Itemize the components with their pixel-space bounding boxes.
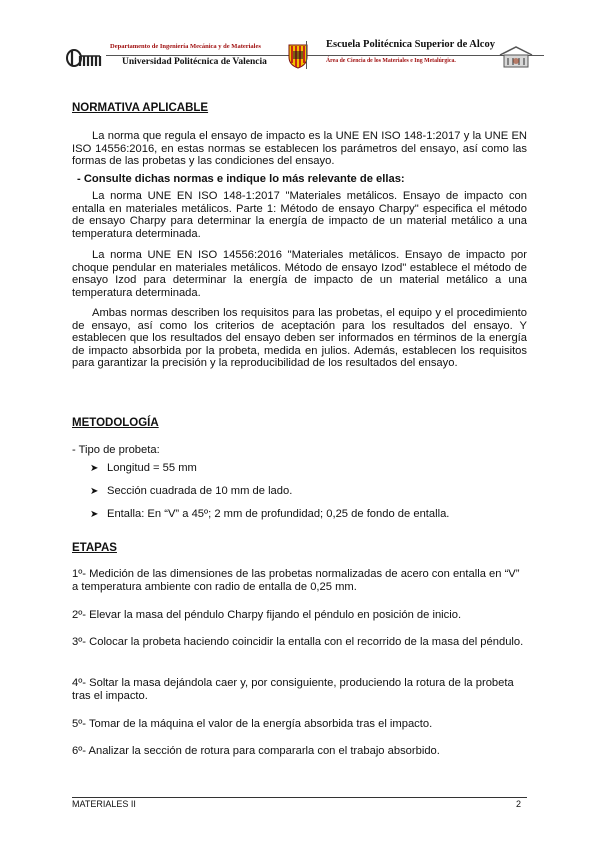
arrow-bullet-icon: ➤ — [90, 509, 99, 520]
section-heading-etapas: ETAPAS — [72, 542, 117, 554]
paragraph-ambas: Ambas normas describen los requisitos para las probetas, el equipo y el procedimiento de ensayo, así como los criterios de aceptación para los resultados del ensayo. Y establecen que los resultados del ensayo deben ser informados en términos de la energía de impacto absorbida por la probeta, medida en julios. Además, establecen los requisitos para garantizar la precisión y la reproducibilidad de los resultados del ensayo. — [72, 307, 527, 370]
step-item: 1º- Medición de las dimensiones de las probetas normalizadas de acero con entalla en “V” a temperatura ambiente con radio de entalla de 0,25 mm. — [72, 568, 520, 593]
step-item: 3º- Colocar la probeta haciendo coincidir la entalla con el recorrido de la masa del péndulo. — [72, 636, 524, 648]
section-heading-metodologia: METODOLOGÍA — [72, 417, 159, 429]
paragraph-charpy: La norma UNE EN ISO 148-1:2017 "Materiales metálicos. Ensayo de impacto con entalla en materiales metálicos. Parte 1: Método de ensayo Charpy" especifica el método de ensayo Charpy para determinar la energía de impacto de un material metálico a una temperatura determinada. — [72, 190, 527, 240]
paragraph-izod: La norma UNE EN ISO 14556:2016 "Materiales metálicos. Ensayo de impacto por choque pendular en materiales metálicos. Método de ensayo Izod" establece el método de ensayo Izod para determinar la energía de impacto de un material metálico a una temperatura determinada. — [72, 249, 527, 299]
area-name: Área de Ciencia de los Materiales e Ing Metalúrgica. — [326, 58, 456, 64]
list-item: ➤ Sección cuadrada de 10 mm de lado. — [90, 485, 293, 497]
university-name: Universidad Politécnica de Valencia — [122, 57, 267, 67]
step-item: 2º- Elevar la masa del péndulo Charpy fijando el péndulo en posición de inicio. — [72, 609, 462, 621]
list-item: ➤ Entalla: En “V” a 45º; 2 mm de profundidad; 0,25 de fondo de entalla. — [90, 508, 450, 520]
step-item: 4º- Soltar la masa dejándola caer y, por consiguiente, produciendo la rotura de la probeta tras el impacto. — [72, 677, 514, 702]
page-number: 2 — [516, 799, 522, 809]
list-item: ➤ Longitud = 55 mm — [90, 462, 197, 474]
department-name: Departamento de Ingeniería Mecánica y de Materiales — [110, 43, 261, 50]
page-header — [66, 41, 531, 71]
footer-divider — [72, 797, 527, 798]
step-item: 6º- Analizar la sección de rotura para compararla con el trabajo absorbido. — [72, 745, 440, 757]
tipo-probeta-label: - Tipo de probeta: — [72, 444, 160, 456]
area-logo — [498, 45, 534, 69]
school-name: Escuela Politécnica Superior de Alcoy — [326, 39, 495, 50]
footer-course: MATERIALES II — [72, 799, 136, 809]
arrow-bullet-icon: ➤ — [90, 463, 99, 474]
step-item: 5º- Tomar de la máquina el valor de la energía absorbida tras el impacto. — [72, 718, 433, 730]
arrow-bullet-icon: ➤ — [90, 486, 99, 497]
question-text: - Consulte dichas normas e indique lo más relevante de ellas: — [77, 173, 405, 185]
department-logo — [66, 46, 106, 68]
section-heading-normativa: NORMATIVA APLICABLE — [72, 102, 209, 114]
paragraph-normativa-intro: La norma que regula el ensayo de impacto es la UNE EN ISO 148-1:2017 y la UNE EN ISO 14556:2016, en estas normas se establecen los parámetros del ensayo, así como las formas de las probetas y las condiciones del ensayo. — [72, 130, 527, 168]
